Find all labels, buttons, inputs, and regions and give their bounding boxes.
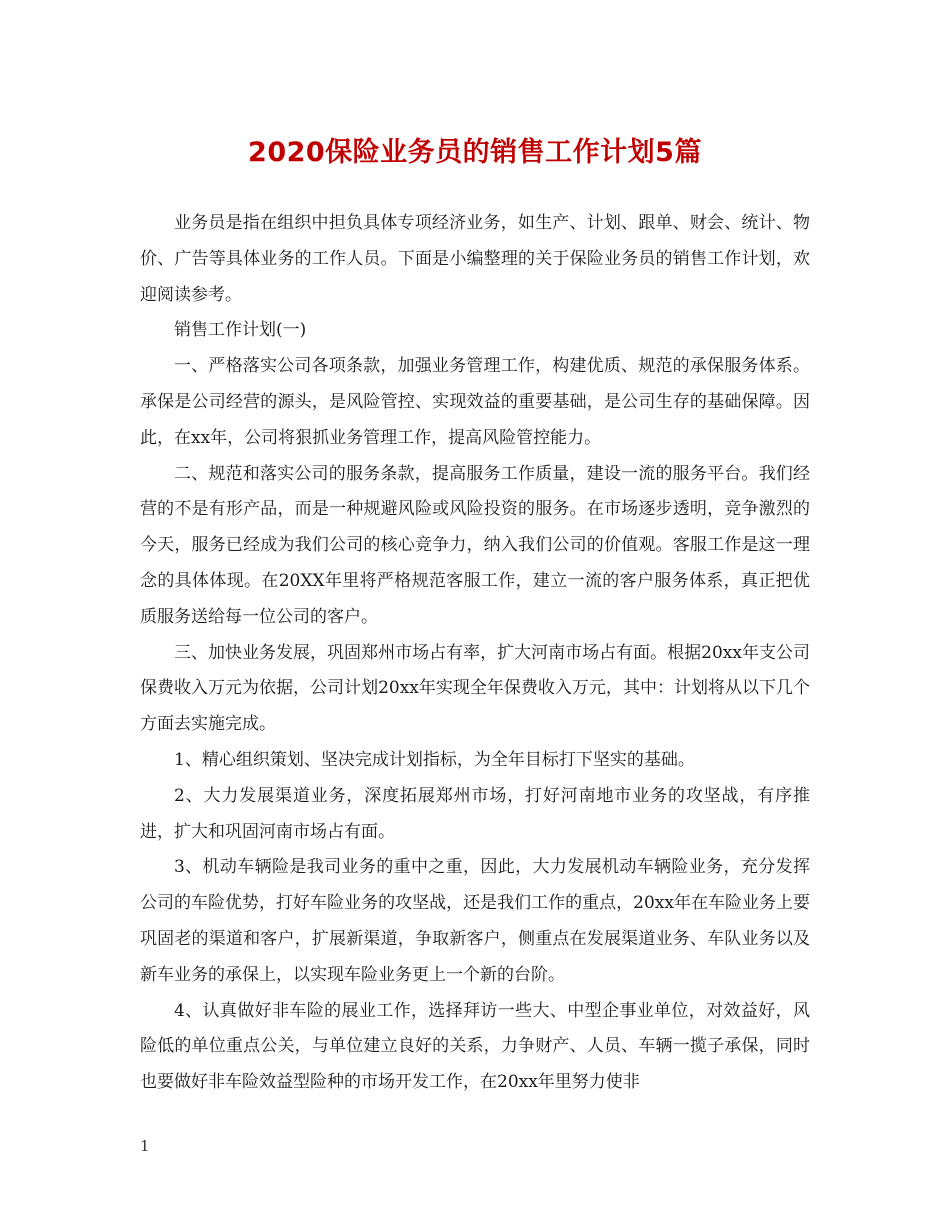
- document-title: 2020保险业务员的销售工作计划5篇: [248, 137, 702, 168]
- page-number: 1: [140, 1137, 150, 1155]
- paragraph-subitem-2: 2、大力发展渠道业务，深度拓展郑州市场，打好河南地市业务的攻坚战，有序推进，扩大和巩固河南市场占有面。: [140, 785, 810, 842]
- paragraph-item-2: 二、规范和落实公司的服务条款，提高服务工作质量，建设一流的服务平台。我们经营的不是有形产品，而是一种规避风险或风险投资的服务。在市场逐步透明，竞争激烈的今天，服务已经成为我们公司的核心竞争力，纳入我们公司的价值观。客服工作是这一理念的具体体现。在20XX年里将严格规范客服工作，建立一流的客户服务体系，真正把优质服务送给每一位公司的客户。: [140, 463, 810, 627]
- paragraph-section-heading: 销售工作计划(一): [174, 320, 307, 341]
- paragraph-subitem-3: 3、机动车辆险是我司业务的重中之重，因此，大力发展机动车辆险业务，充分发挥公司的车险优势，打好车险业务的攻坚战，还是我们工作的重点，20xx年在车险业务上要巩固老的渠道和客户，扩展新渠道，争取新客户，侧重点在发展渠道业务、车队业务以及新车业务的承保上，以实现车险业务更上一个新的台阶。: [140, 857, 810, 985]
- document-body: [140, 206, 810, 1101]
- paragraph-item-3: 三、加快业务发展，巩固郑州市场占有率，扩大河南市场占有面。根据20xx年支公司保费收入万元为依据，公司计划20xx年实现全年保费收入万元，其中：计划将从以下几个方面去实施完成。: [140, 642, 810, 735]
- paragraph-intro: 业务员是指在组织中担负具体专项经济业务，如生产、计划、跟单、财会、统计、物价、广告等具体业务的工作人员。下面是小编整理的关于保险业务员的销售工作计划，欢迎阅读参考。: [140, 213, 810, 305]
- paragraph-subitem-1: 1、精心组织策划、坚决完成计划指标，为全年目标打下坚实的基础。: [174, 749, 695, 770]
- paragraph-subitem-4: 4、认真做好非车险的展业工作，选择拜访一些大、中型企事业单位，对效益好，风险低的单位重点公关，与单位建立良好的关系，力争财产、人员、车辆一揽子承保，同时也要做好非车险效益型险种的市场开发工作，在20xx年里努力使非: [140, 1000, 810, 1093]
- paragraph-item-1: 一、严格落实公司各项条款，加强业务管理工作，构建优质、规范的承保服务体系。承保是公司经营的源头，是风险管控、实现效益的重要基础，是公司生存的基础保障。因此，在xx年，公司将狠抓业务管理工作，提高风险管控能力。: [140, 356, 810, 448]
